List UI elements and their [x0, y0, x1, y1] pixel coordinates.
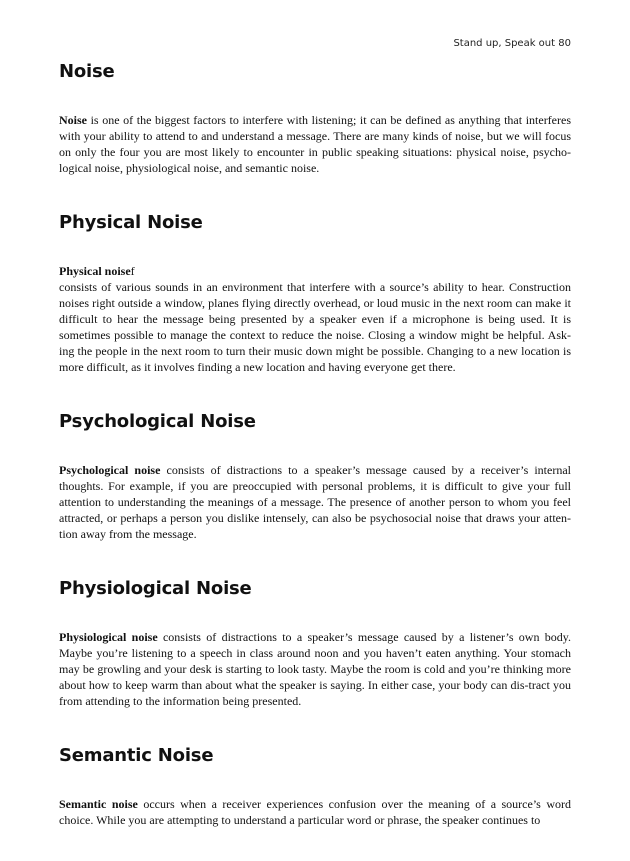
key-term: Physiological noise	[59, 630, 158, 644]
key-term: Noise	[59, 113, 87, 127]
section-paragraph	[59, 629, 571, 709]
section-physiological-noise	[59, 575, 571, 709]
section-paragraph	[59, 796, 571, 828]
running-header	[453, 38, 571, 49]
section-semantic-noise	[59, 742, 571, 828]
section-paragraph	[59, 112, 571, 176]
main-content	[59, 58, 571, 861]
key-term: Physical noise	[59, 264, 131, 278]
section-paragraph	[59, 462, 571, 542]
running-title: Stand up, Speak out	[453, 38, 556, 49]
section-heading: Semantic Noise	[59, 745, 214, 766]
key-term: Psychological noise	[59, 463, 161, 477]
paragraph-text: occurs when a receiver experiences confusion over the meaning of a source’s word choice. While you are attempting to understand a particular word or phrase, the speaker continues to	[59, 797, 571, 827]
paragraph-text: consists of distractions to a speaker’s message caused by a listener’s own body. Maybe you’re listening to a speech in class around noon and you haven’t eaten anything. Your stomach may be growling and your desk is starting to look tasty. Maybe the room is cold and you’re thinking more about how to keep warm than about what the speaker is saying. In either case, your body can dis-tract you from attending to the information being presented.	[59, 630, 571, 708]
paragraph-text: is one of the biggest factors to interfere with listening; it can be defined as anything that interferes with your ability to attend to and understand a message. There are many kinds of noise, but we will focus on only the four you are most likely to encounter in public speaking situations: physical noise, psycho-logical noise, physiological noise, and semantic noise.	[59, 113, 571, 175]
section-heading: Psychological Noise	[59, 411, 256, 432]
page-number: 80	[558, 38, 571, 49]
section-heading: Physiological Noise	[59, 578, 252, 599]
section-heading: Physical Noise	[59, 212, 203, 233]
key-term: Semantic noise	[59, 797, 138, 811]
section-paragraph	[59, 263, 571, 375]
key-term-line	[59, 263, 571, 279]
section-noise	[59, 58, 571, 176]
section-heading: Noise	[59, 61, 115, 82]
paragraph-text: consists of distractions to a speaker’s message caused by a receiver’s internal thoughts. For example, if you are preoccupied with personal problems, it is difficult to give your full attention to understanding the meanings of a message. The presence of another person to whom you feel attracted, or perhaps a person you dislike intensely, can also be psychosocial noise that draws your atten-tion away from the message.	[59, 463, 571, 541]
key-term-suffix: f	[130, 264, 135, 278]
paragraph-text: consists of various sounds in an environment that interfere with a source’s ability to hear. Construction noises right outside a window, planes flying directly overhead, or loud music in the next room can make it difficult to hear the message being presented by a speaker even if a microphone is being used. It is sometimes possible to manage the context to reduce the noise. Closing a window might be helpful. Ask-ing the people in the next room to turn their music down might be possible. Changing to a new location is more difficult, as it involves finding a new location and having everyone get there.	[59, 280, 571, 374]
section-physical-noise	[59, 209, 571, 375]
section-psychological-noise	[59, 408, 571, 542]
